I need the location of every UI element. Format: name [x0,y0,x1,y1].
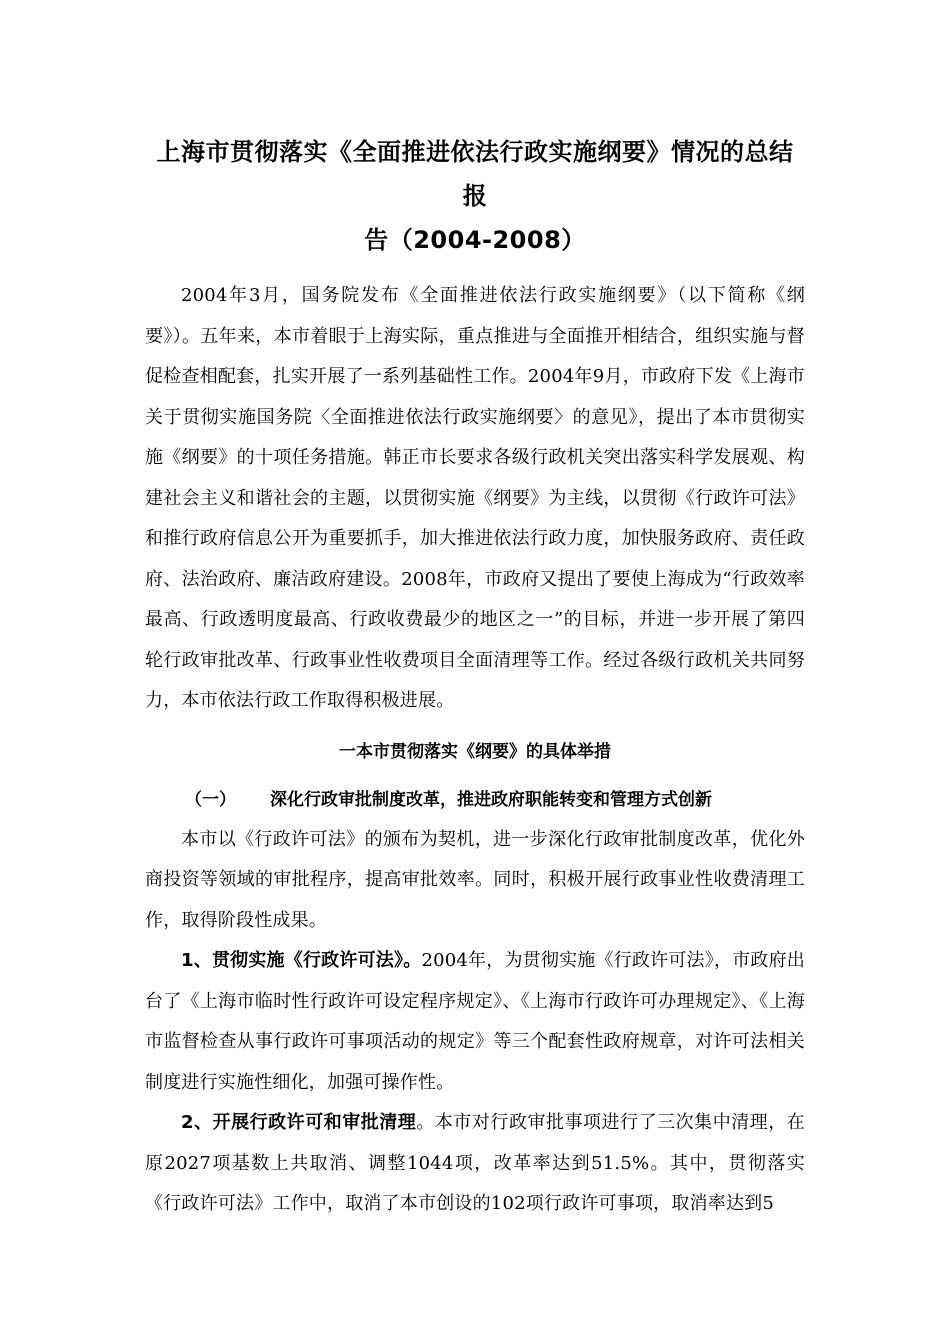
document-page [145,130,805,1225]
item-2-paragraph [145,1103,805,1225]
item-1-paragraph [145,941,805,1103]
section-heading: 一本市贯彻落实《纲要》的具体举措 [339,741,611,762]
item-1-text: 2004年，为贯彻实施《行政许可法》，市政府出台了《上海市临时性行政许可设定程序规定》、《上海市行政许可办理规定》、《上海市监督检查从事行政许可事项活动的规定》等三个配套性政府规章，对许可法相关制度进行实施性细化，加强可操作性。 [145,950,805,1093]
document-title-line2: 告（2004-2008） [364,226,586,254]
intro-paragraph: 2004年3月，国务院发布《全面推进依法行政实施纲要》（以下简称《纲要》）。五年来，本市着眼于上海实际，重点推进与全面推开相结合，组织实施与督促检查相配套，扎实开展了一系列基础性工作。2004年9月，市政府下发《上海市关于贯彻实施国务院〈全面推进依法行政实施纲要〉的意见》，提出了本市贯彻实施《纲要》的十项任务措施。韩正市长要求各级行政机关突出落实科学发展观、构建社会主义和谐社会的主题，以贯彻实施《纲要》为主线，以贯彻《行政许可法》和推行政府信息公开为重要抓手，加大推进依法行政力度，加快服务政府、责任政府、法治政府、廉洁政府建设。2008年，市政府又提出了要使上海成为“行政效率最高、行政透明度最高、行政收费最少的地区之一”的目标，并进一步开展了第四轮行政审批改革、行政事业性收费项目全面清理等工作。经过各级行政机关共同努力，本市依法行政工作取得积极进展。 [145,285,805,711]
item-2-text: 。本市对行政审批事项进行了三次集中清理，在原2027项基数上共取消、调整1044项，改革率达到51.5%。其中，贯彻落实《行政许可法》工作中，取消了本市创设的102项行政许可事项，取消率达到5 [145,1112,805,1214]
item-2-lead: 2、开展行政许可和审批清理 [181,1112,417,1133]
subsection-number: （一） [185,789,236,810]
document-title-line1: 上海市贯彻落实《全面推进依法行政实施纲要》情况的总结报 [156,138,794,210]
subsection-heading [145,780,805,820]
subsection-paragraph: 本市以《行政许可法》的颁布为契机，进一步深化行政审批制度改革，优化外商投资等领域的审批程序，提高审批效率。同时，积极开展行政事业性收费清理工作，取得阶段性成果。 [145,828,805,931]
document-title [145,130,805,262]
item-1-lead: 1、贯彻实施《行政许可法》。 [181,950,422,971]
subsection-title: 深化行政审批制度改革，推进政府职能转变和管理方式创新 [270,789,712,810]
